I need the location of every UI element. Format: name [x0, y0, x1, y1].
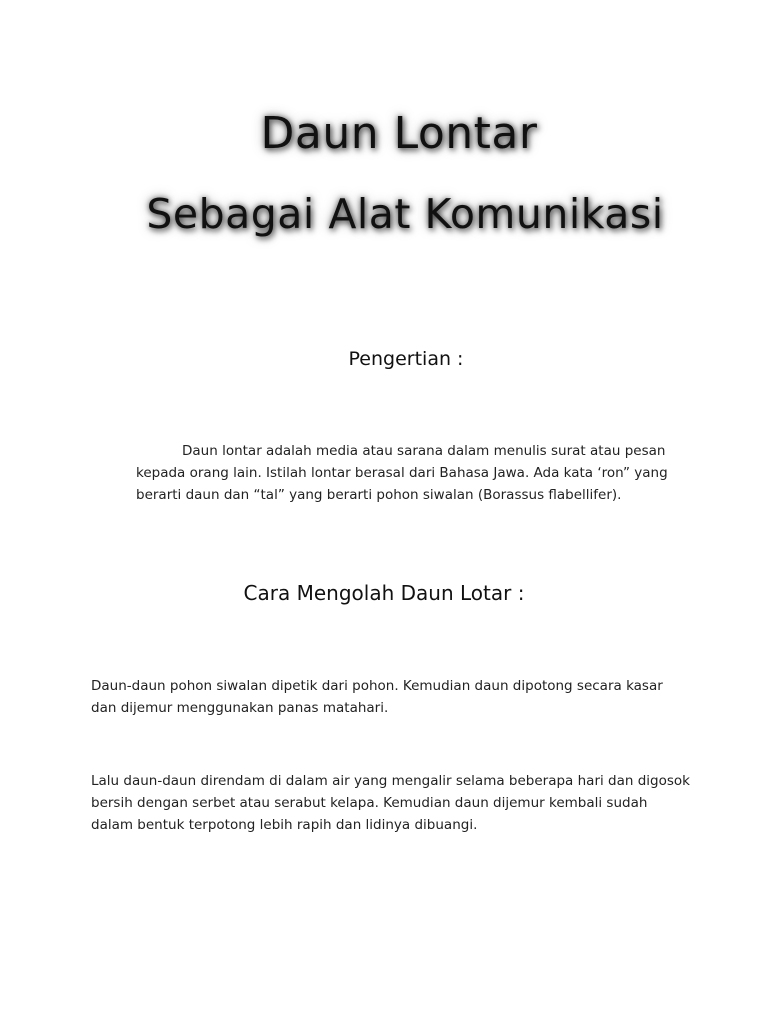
paragraph-pengertian: Daun lontar adalah media atau sarana dalam menulis surat atau pesan kepada orang lain. Istilah lontar berasal dari Bahasa Jawa. Ada kata ‘ron” yang berarti daun dan “tal” yang berarti pohon siwalan (Borassus flabellifer). — [136, 443, 668, 503]
paragraph-cara-mengolah-1: Daun-daun pohon siwalan dipetik dari pohon. Kemudian daun dipotong secara kasar dan dijemur menggunakan panas matahari. — [91, 678, 663, 716]
section-heading-pengertian: Pengertian : — [348, 348, 464, 370]
paragraph-cara-mengolah-2: Lalu daun-daun direndam di dalam air yang mengalir selama beberapa hari dan digosok bersih dengan serbet atau serabut kelapa. Kemudian daun dijemur kembali sudah dalam bentuk terpotong lebih rapih dan lidinya dibuangi. — [91, 773, 690, 833]
document-title: Daun Lontar — [260, 108, 538, 159]
section-heading-cara-mengolah: Cara Mengolah Daun Lotar : — [243, 581, 525, 605]
document-subtitle: Sebagai Alat Komunikasi — [146, 190, 664, 238]
